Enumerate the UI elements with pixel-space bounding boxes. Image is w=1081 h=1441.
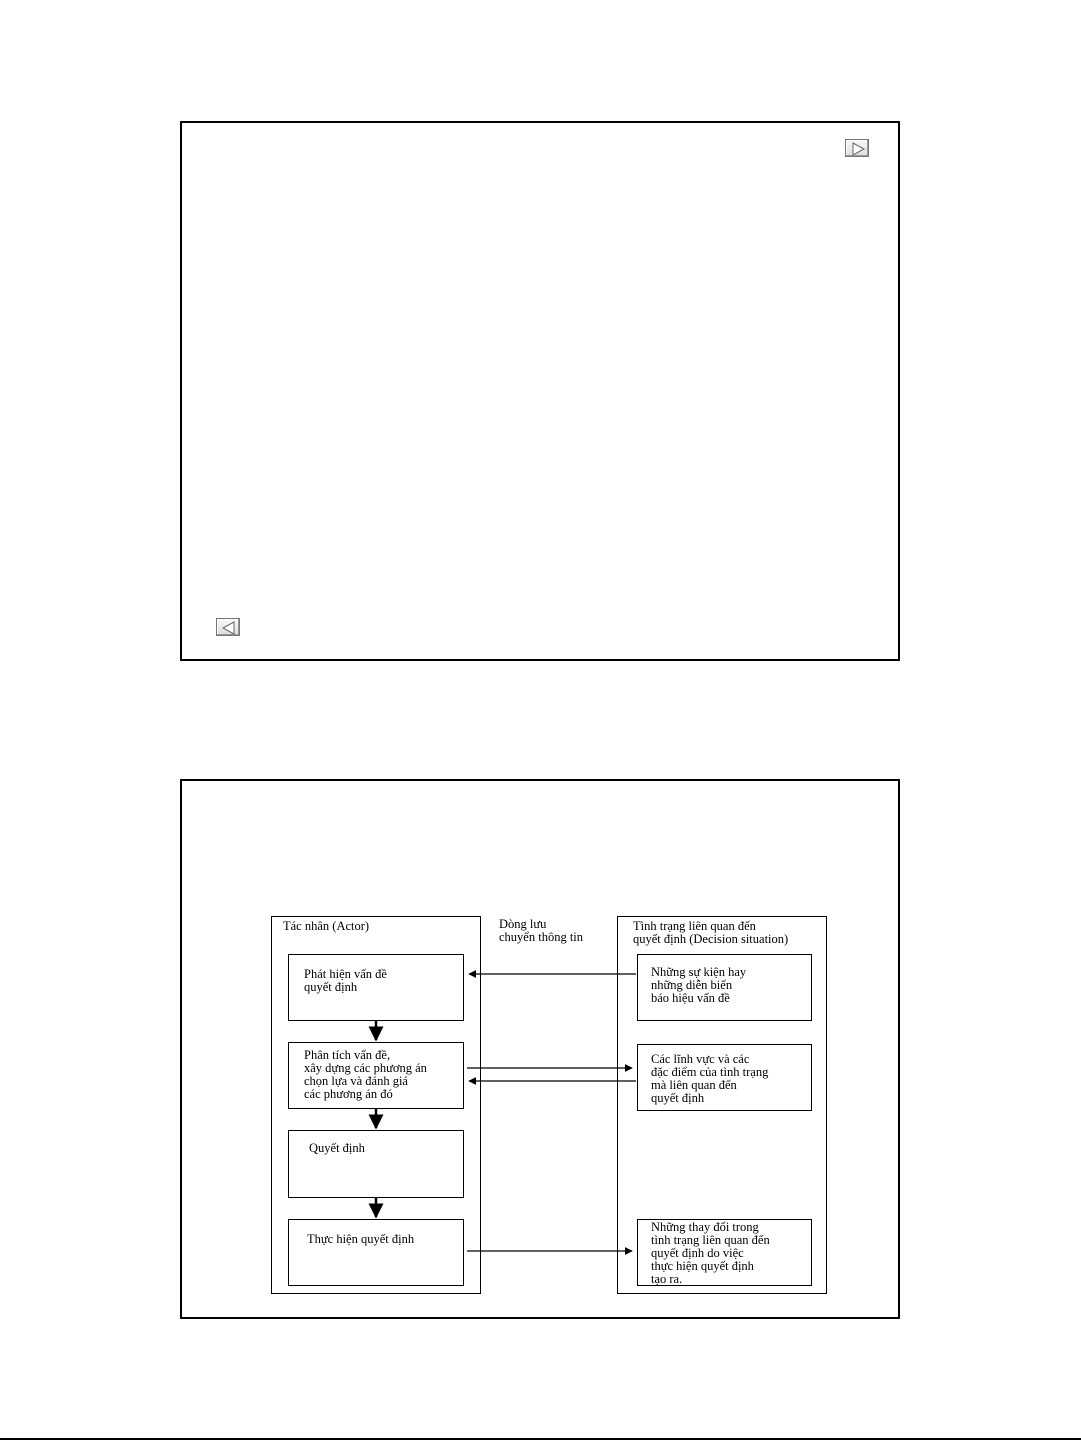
step-decide-label: Quyết định — [309, 1141, 365, 1155]
situation-events-label: Những sự kiện hay những diễn biến báo hiệu vấn đề — [651, 965, 747, 1005]
situation-title: Tình trạng liên quan đến quyết định (Decision situation) — [633, 919, 789, 946]
next-slide-button[interactable] — [845, 139, 869, 157]
slide-1 — [180, 121, 900, 661]
actor-title: Tác nhân (Actor) — [283, 919, 370, 933]
situation-changes-label: Những thay đổi trong tình trạng liên quan đến quyết định do việc thực hiện quyết định tạo ra. — [651, 1220, 770, 1286]
previous-slide-button[interactable] — [216, 618, 240, 636]
flow-title: Dòng lưu chuyển thông tin — [499, 917, 584, 944]
page-bottom-rule — [0, 1438, 1081, 1440]
step-detect-label: Phát hiện vấn đề quyết định — [304, 967, 387, 994]
step-implement-label: Thực hiện quyết định — [307, 1232, 415, 1246]
play-right-icon — [846, 140, 870, 158]
step-implement — [288, 1219, 464, 1286]
play-left-icon — [217, 619, 241, 637]
step-analyze-label: Phân tích vấn đề, xây dựng các phương án chọn lựa và đánh giá các phương án đó — [304, 1048, 427, 1101]
situation-fields-label: Các lĩnh vực và các đặc điểm của tình trạng mà liên quan đến quyết định — [651, 1052, 769, 1105]
